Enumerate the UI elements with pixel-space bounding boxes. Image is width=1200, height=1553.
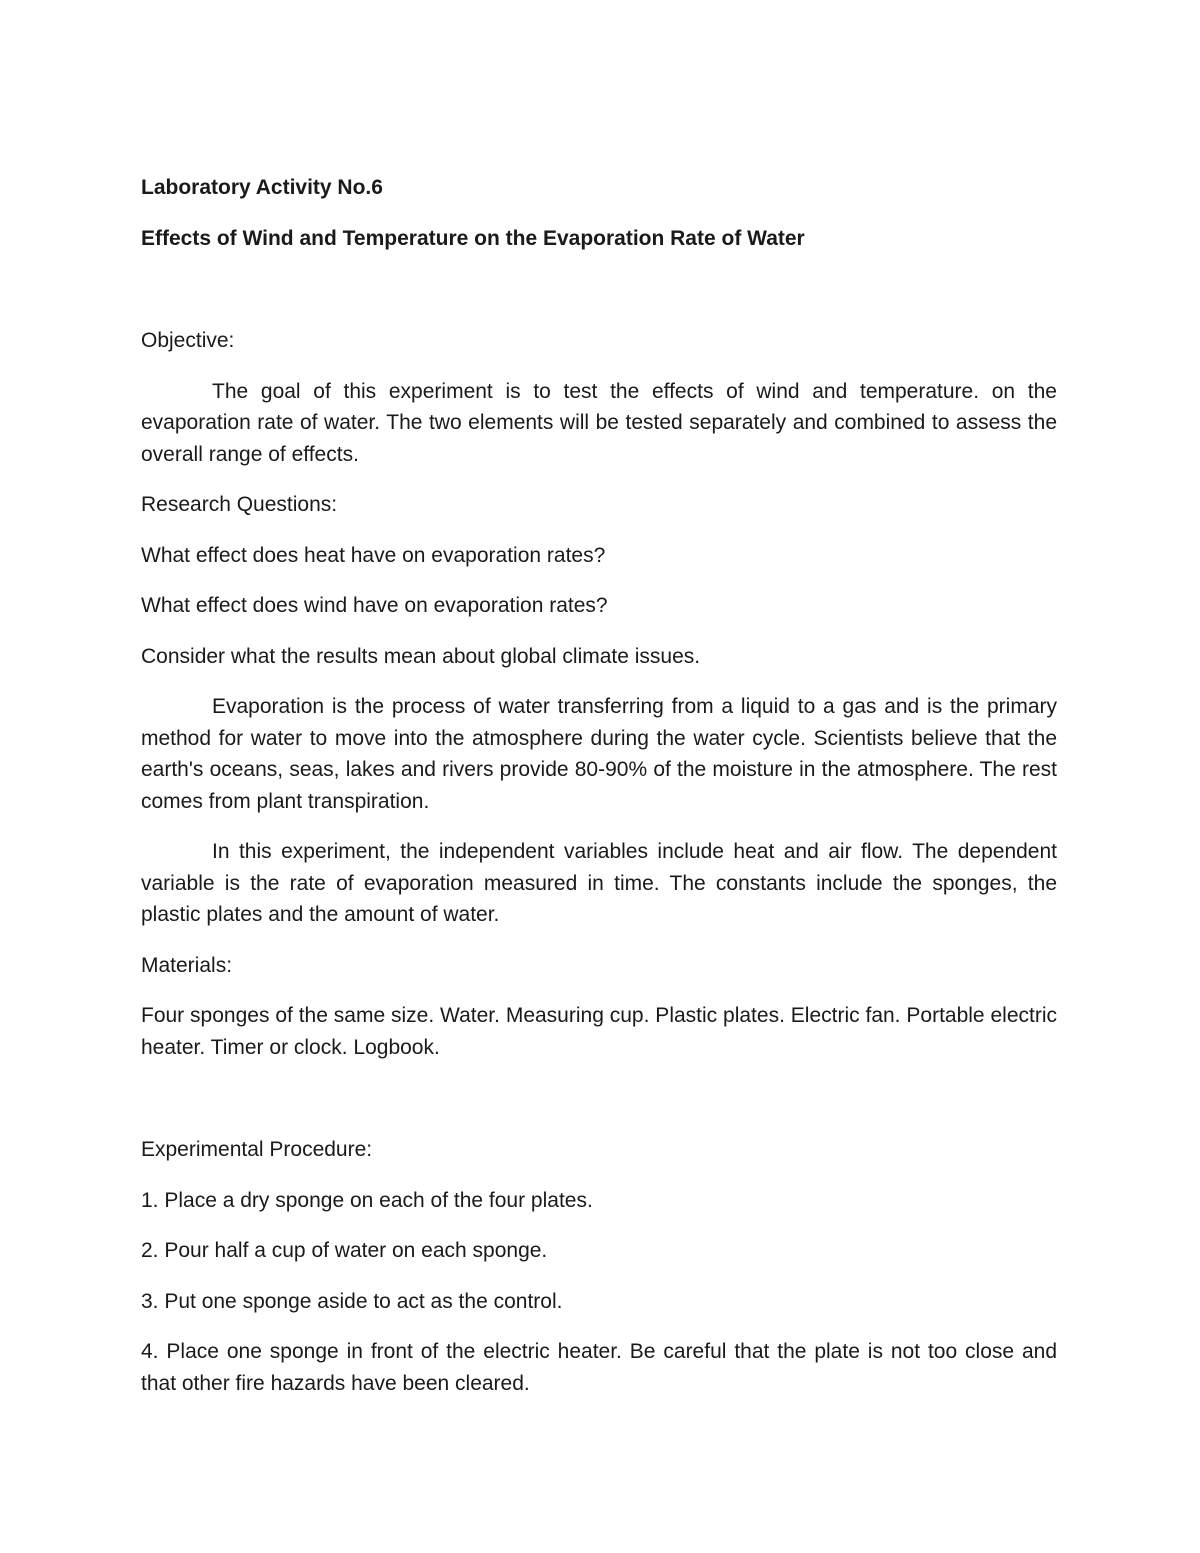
procedure-heading: Experimental Procedure: xyxy=(141,1138,373,1161)
procedure-step: 3. Put one sponge aside to act as the control. xyxy=(141,1289,563,1313)
materials-heading: Materials: xyxy=(141,953,233,977)
procedure-step: 1. Place a dry sponge on each of the four plates. xyxy=(141,1188,593,1212)
document-title: Laboratory Activity No.6 xyxy=(141,176,383,199)
evaporation-paragraph: Evaporation is the process of water transferring from a liquid to a gas and is the primary method for water to move into the atmosphere during the water cycle. Scientists believe that the earth's oceans, seas, lakes and rivers provide 80-90% of the moisture in the atmosphere. The rest comes from plant transpiration. xyxy=(141,695,1057,813)
objective-heading: Objective: xyxy=(141,329,235,352)
materials-paragraph: Four sponges of the same size. Water. Measuring cup. Plastic plates. Electric fan. Portable electric heater. Timer or clock. Logbook. xyxy=(141,1004,1057,1059)
research-question: Consider what the results mean about global climate issues. xyxy=(141,644,701,668)
document-content xyxy=(141,172,1057,1418)
variables-paragraph: In this experiment, the independent variables include heat and air flow. The dependent variable is the rate of evaporation measured in time. The constants include the sponges, the plastic plates and the amount of water. xyxy=(141,840,1057,926)
research-question: What effect does heat have on evaporation rates? xyxy=(141,543,606,567)
procedure-step: 4. Place one sponge in front of the electric heater. Be careful that the plate is not too close and that other fire hazards have been cleared. xyxy=(141,1340,1057,1395)
document-subtitle: Effects of Wind and Temperature on the Evaporation Rate of Water xyxy=(141,226,805,250)
procedure-step: 2. Pour half a cup of water on each sponge. xyxy=(141,1239,548,1262)
research-question: What effect does wind have on evaporation rates? xyxy=(141,594,608,617)
objective-paragraph: The goal of this experiment is to test the effects of wind and temperature. on the evaporation rate of water. The two elements will be tested separately and combined to assess the overall range of effects. xyxy=(141,379,1057,466)
research-questions-heading: Research Questions: xyxy=(141,493,338,516)
